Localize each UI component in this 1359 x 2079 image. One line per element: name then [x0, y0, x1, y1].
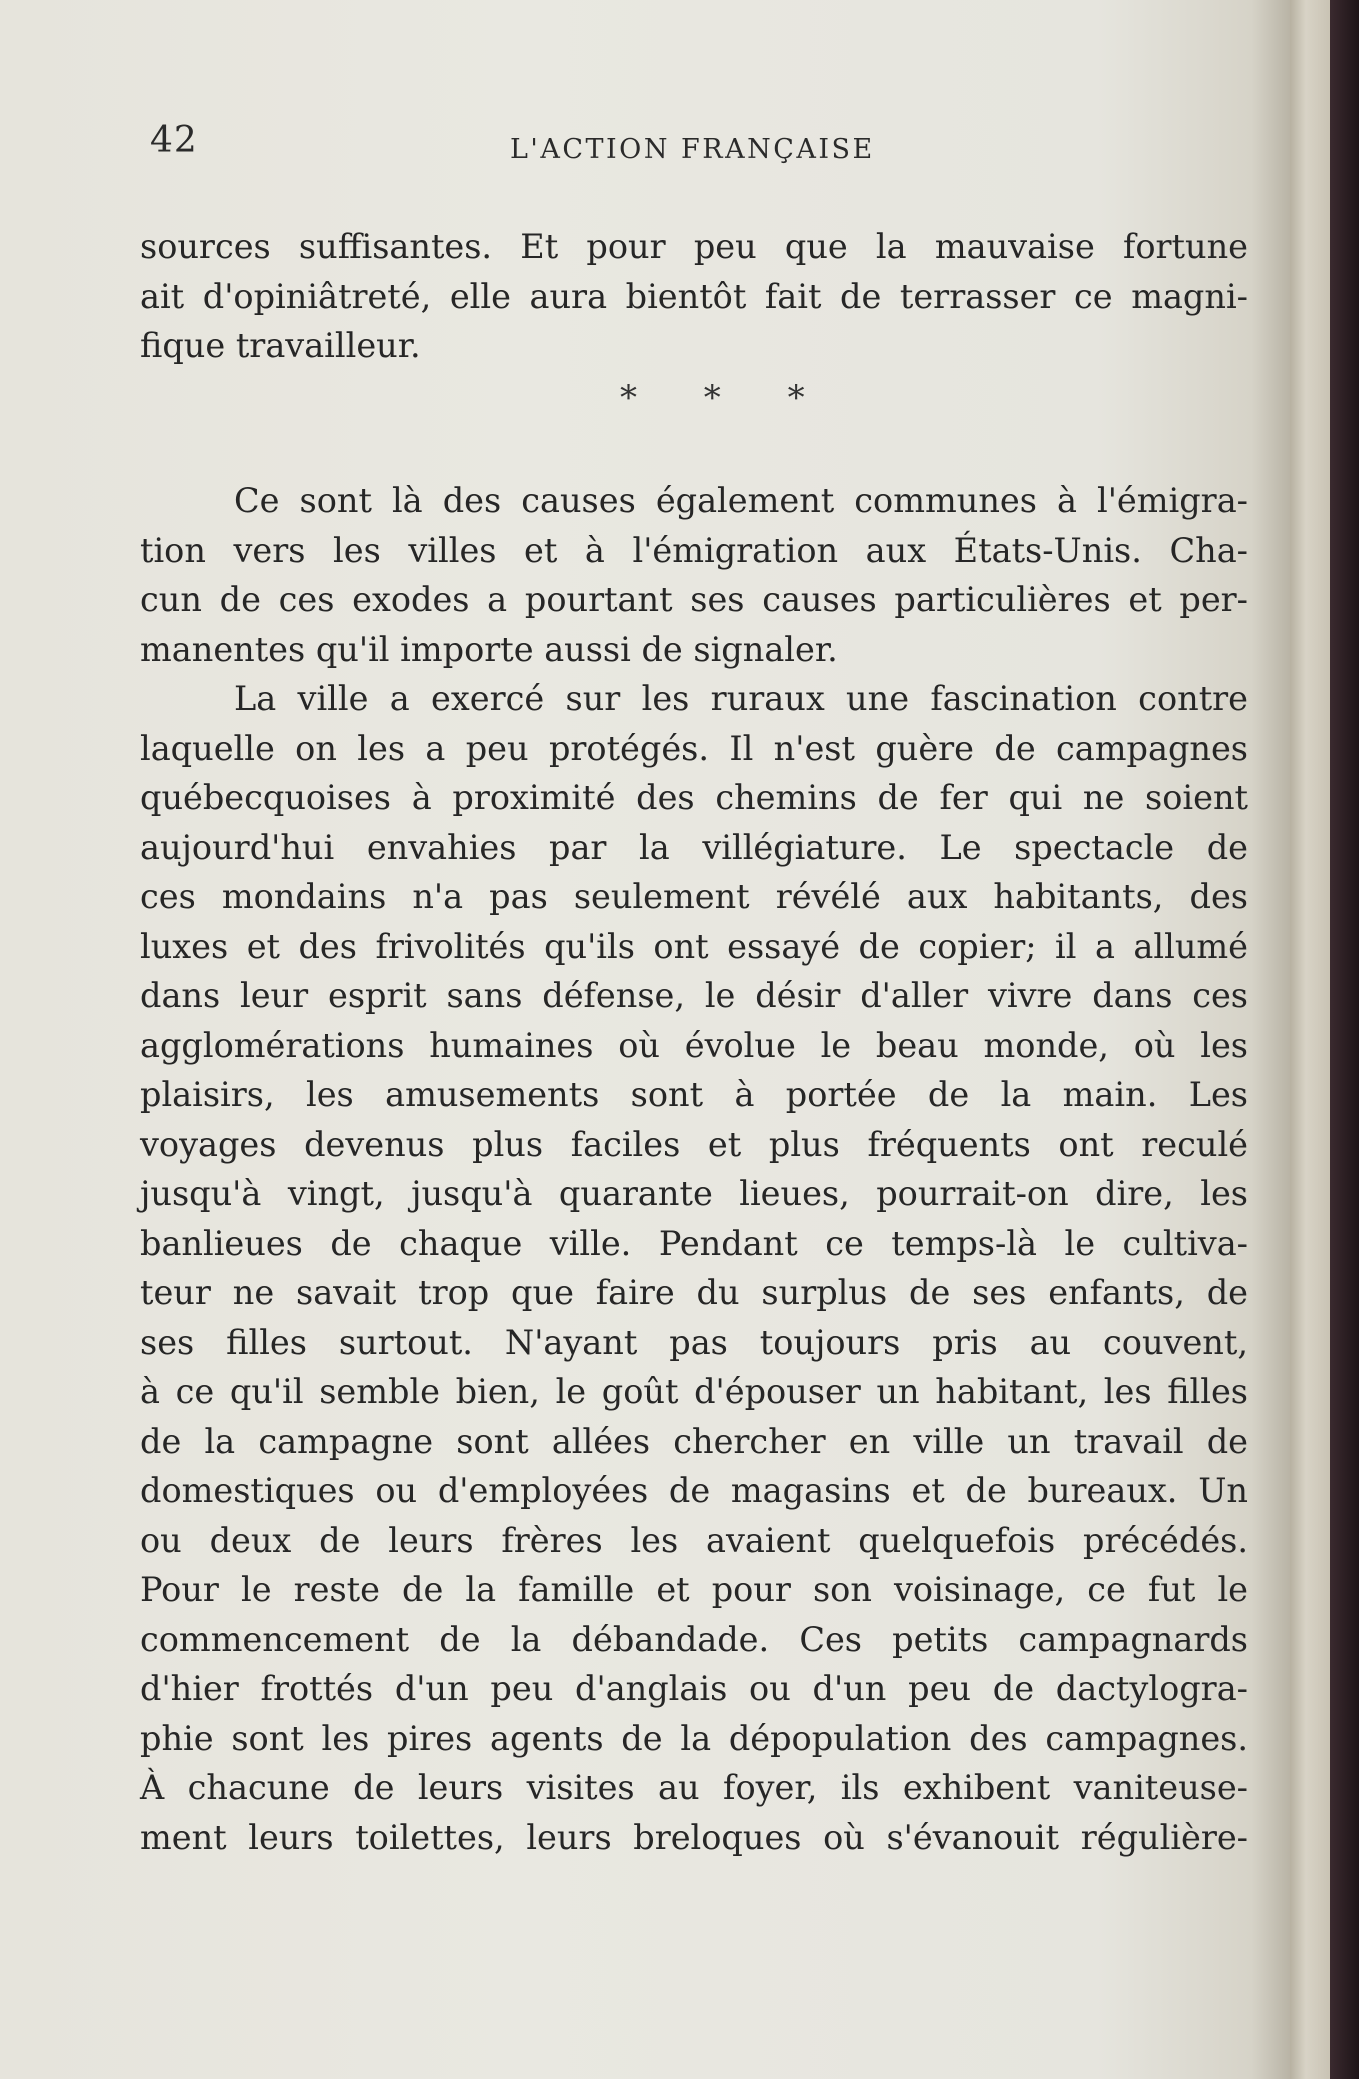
page-edge: [1290, 0, 1330, 2079]
text-line: ses filles surtout. N'ayant pas toujours pris au couvent,: [140, 1322, 1248, 1362]
text-line: dans leur esprit sans défense, le désir d'aller vivre dans ces: [140, 976, 1248, 1015]
text-line: phie sont les pires agents de la dépopulation des campagnes.: [140, 1718, 1248, 1758]
paragraph: [140, 674, 1248, 1862]
text-line: ces mondains n'a pas seulement révélé aux habitants, des: [140, 877, 1248, 916]
text-line: commencement de la débandade. Ces petits campagnards: [140, 1619, 1248, 1659]
text-line: agglomérations humaines où évolue le beau monde, où les: [140, 1025, 1248, 1065]
text-line: tion vers les villes et à l'émigration aux États-Unis. Cha-: [140, 530, 1248, 570]
text-line: fique travailleur.: [140, 326, 421, 365]
paragraph: [140, 476, 1248, 674]
text-line: luxes et des frivolités qu'ils ont essayé de copier; il a allumé: [140, 926, 1248, 966]
text-line: manentes qu'il importe aussi de signaler.: [140, 629, 838, 669]
text-line: Ce sont là des causes également communes à l'émigra-: [234, 481, 1248, 520]
text-line: teur ne savait trop que faire du surplus de ses enfants, de: [140, 1273, 1248, 1312]
text-line: d'hier frottés d'un peu d'anglais ou d'un peu de dactylogra-: [140, 1669, 1248, 1708]
paragraph-continued: [140, 222, 1248, 371]
main-text: [140, 476, 1248, 1862]
book-cover-edge: [1330, 0, 1359, 2079]
page-number: 42: [150, 120, 198, 161]
text-line: plaisirs, les amusements sont à portée de la main. Les: [140, 1075, 1248, 1114]
section-separator: * * *: [620, 378, 833, 418]
text-line: de la campagne sont allées chercher en ville un travail de: [140, 1421, 1248, 1461]
text-line: à ce qu'il semble bien, le goût d'épouser un habitant, les filles: [140, 1372, 1248, 1411]
text-line: La ville a exercé sur les ruraux une fascination contre: [234, 679, 1248, 718]
text-line: voyages devenus plus faciles et plus fréquents ont reculé: [140, 1124, 1248, 1164]
running-title: L'ACTION FRANÇAISE: [510, 134, 875, 165]
text-line: sources suffisantes. Et pour peu que la mauvaise fortune: [140, 227, 1248, 266]
text-line: À chacune de leurs visites au foyer, ils exhibent vaniteuse-: [140, 1768, 1248, 1807]
text-line: aujourd'hui envahies par la villégiature. Le spectacle de: [140, 827, 1248, 867]
text-line: ait d'opiniâtreté, elle aura bientôt fait de terrasser ce magni-: [140, 276, 1248, 316]
text-line: banlieues de chaque ville. Pendant ce temps-là le cultiva-: [140, 1223, 1248, 1263]
text-line: jusqu'à vingt, jusqu'à quarante lieues, pourrait-on dire, les: [140, 1174, 1248, 1213]
text-line: québecquoises à proximité des chemins de fer qui ne soient: [140, 778, 1248, 817]
text-line: domestiques ou d'employées de magasins et de bureaux. Un: [140, 1471, 1248, 1510]
page-header: [150, 120, 1270, 180]
text-line: ment leurs toilettes, leurs breloques où s'évanouit régulière-: [140, 1817, 1248, 1857]
text-line: cun de ces exodes a pourtant ses causes particulières et per-: [140, 580, 1248, 619]
text-line: Pour le reste de la famille et pour son voisinage, ce fut le: [140, 1570, 1248, 1609]
text-line: ou deux de leurs frères les avaient quelquefois précédés.: [140, 1520, 1248, 1560]
text-line: laquelle on les a peu protégés. Il n'est guère de campagnes: [140, 728, 1248, 768]
